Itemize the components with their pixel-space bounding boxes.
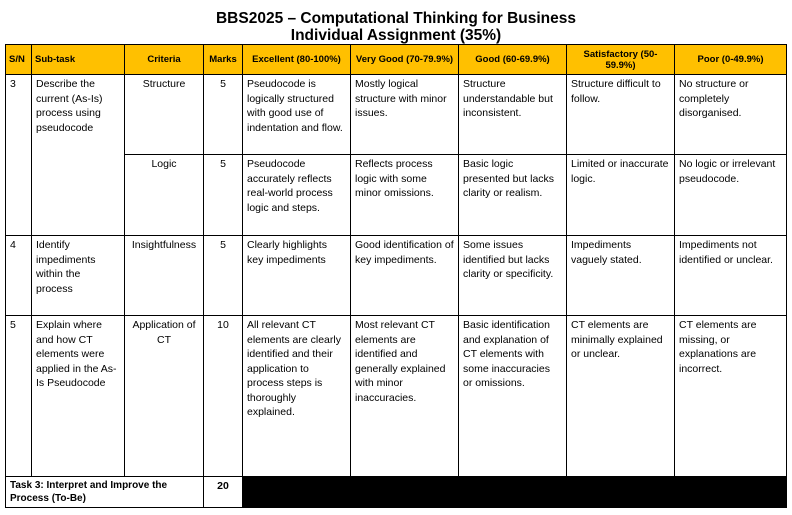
table-row <box>6 75 787 155</box>
header-criteria: Criteria <box>125 45 204 75</box>
criteria-cell: Structure <box>125 75 204 155</box>
descriptor-good: Basic identification and explanation of CT elements with some inaccuracies or omissions. <box>459 316 567 477</box>
header-sn: S/N <box>6 45 32 75</box>
marks-cell: 5 <box>204 155 243 236</box>
descriptor-poor: No structure or completely disorganised. <box>675 75 787 155</box>
row-subtask: Explain where and how CT elements were applied in the As-Is Pseudocode <box>32 316 125 477</box>
descriptor-poor: Impediments not identified or unclear. <box>675 236 787 316</box>
criteria-cell: Application of CT <box>125 316 204 477</box>
row-subtask: Identify impediments within the process <box>32 236 125 316</box>
descriptor-poor: CT elements are missing, or explanations are incorrect. <box>675 316 787 477</box>
descriptor-good: Some issues identified but lacks clarity or specificity. <box>459 236 567 316</box>
criteria-cell: Logic <box>125 155 204 236</box>
blacked-out-cell <box>243 477 787 508</box>
descriptor-satisfactory: CT elements are minimally explained or unclear. <box>567 316 675 477</box>
rubric-table <box>5 44 787 508</box>
header-subtask: Sub-task <box>32 45 125 75</box>
descriptor-excellent: Pseudocode is logically structured with good use of indentation and flow. <box>243 75 351 155</box>
task-total-row <box>6 477 787 508</box>
row-sn: 3 <box>6 75 32 236</box>
row-subtask: Describe the current (As-Is) process using pseudocode <box>32 75 125 236</box>
descriptor-satisfactory: Structure difficult to follow. <box>567 75 675 155</box>
total-marks: 20 <box>204 477 243 508</box>
header-row <box>6 45 787 75</box>
header-poor: Poor (0-49.9%) <box>675 45 787 75</box>
task-label: Task 3: Interpret and Improve the Process (To-Be) <box>6 477 204 508</box>
descriptor-very-good: Mostly logical structure with minor issues. <box>351 75 459 155</box>
table-row <box>6 236 787 316</box>
descriptor-excellent: All relevant CT elements are clearly identified and their application to process steps is thoroughly explained. <box>243 316 351 477</box>
document-subtitle: Individual Assignment (35%) <box>290 27 502 44</box>
header-excellent: Excellent (80-100%) <box>243 45 351 75</box>
descriptor-excellent: Pseudocode accurately reflects real-world process logic and steps. <box>243 155 351 236</box>
header-satisfactory: Satisfactory (50-59.9%) <box>567 45 675 75</box>
row-sn: 4 <box>6 236 32 316</box>
marks-cell: 10 <box>204 316 243 477</box>
descriptor-satisfactory: Impediments vaguely stated. <box>567 236 675 316</box>
header-very-good: Very Good (70-79.9%) <box>351 45 459 75</box>
document-title: BBS2025 – Computational Thinking for Business <box>215 10 576 27</box>
marks-cell: 5 <box>204 236 243 316</box>
descriptor-very-good: Most relevant CT elements are identified and generally explained with minor inaccuracies. <box>351 316 459 477</box>
descriptor-excellent: Clearly highlights key impediments <box>243 236 351 316</box>
descriptor-good: Structure understandable but inconsistent. <box>459 75 567 155</box>
header-good: Good (60-69.9%) <box>459 45 567 75</box>
header-marks: Marks <box>204 45 243 75</box>
descriptor-very-good: Good identification of key impediments. <box>351 236 459 316</box>
criteria-cell: Insightfulness <box>125 236 204 316</box>
descriptor-good: Basic logic presented but lacks clarity or realism. <box>459 155 567 236</box>
descriptor-poor: No logic or irrelevant pseudocode. <box>675 155 787 236</box>
marks-cell: 5 <box>204 75 243 155</box>
table-row <box>6 316 787 477</box>
descriptor-very-good: Reflects process logic with some minor omissions. <box>351 155 459 236</box>
row-sn: 5 <box>6 316 32 477</box>
descriptor-satisfactory: Limited or inaccurate logic. <box>567 155 675 236</box>
